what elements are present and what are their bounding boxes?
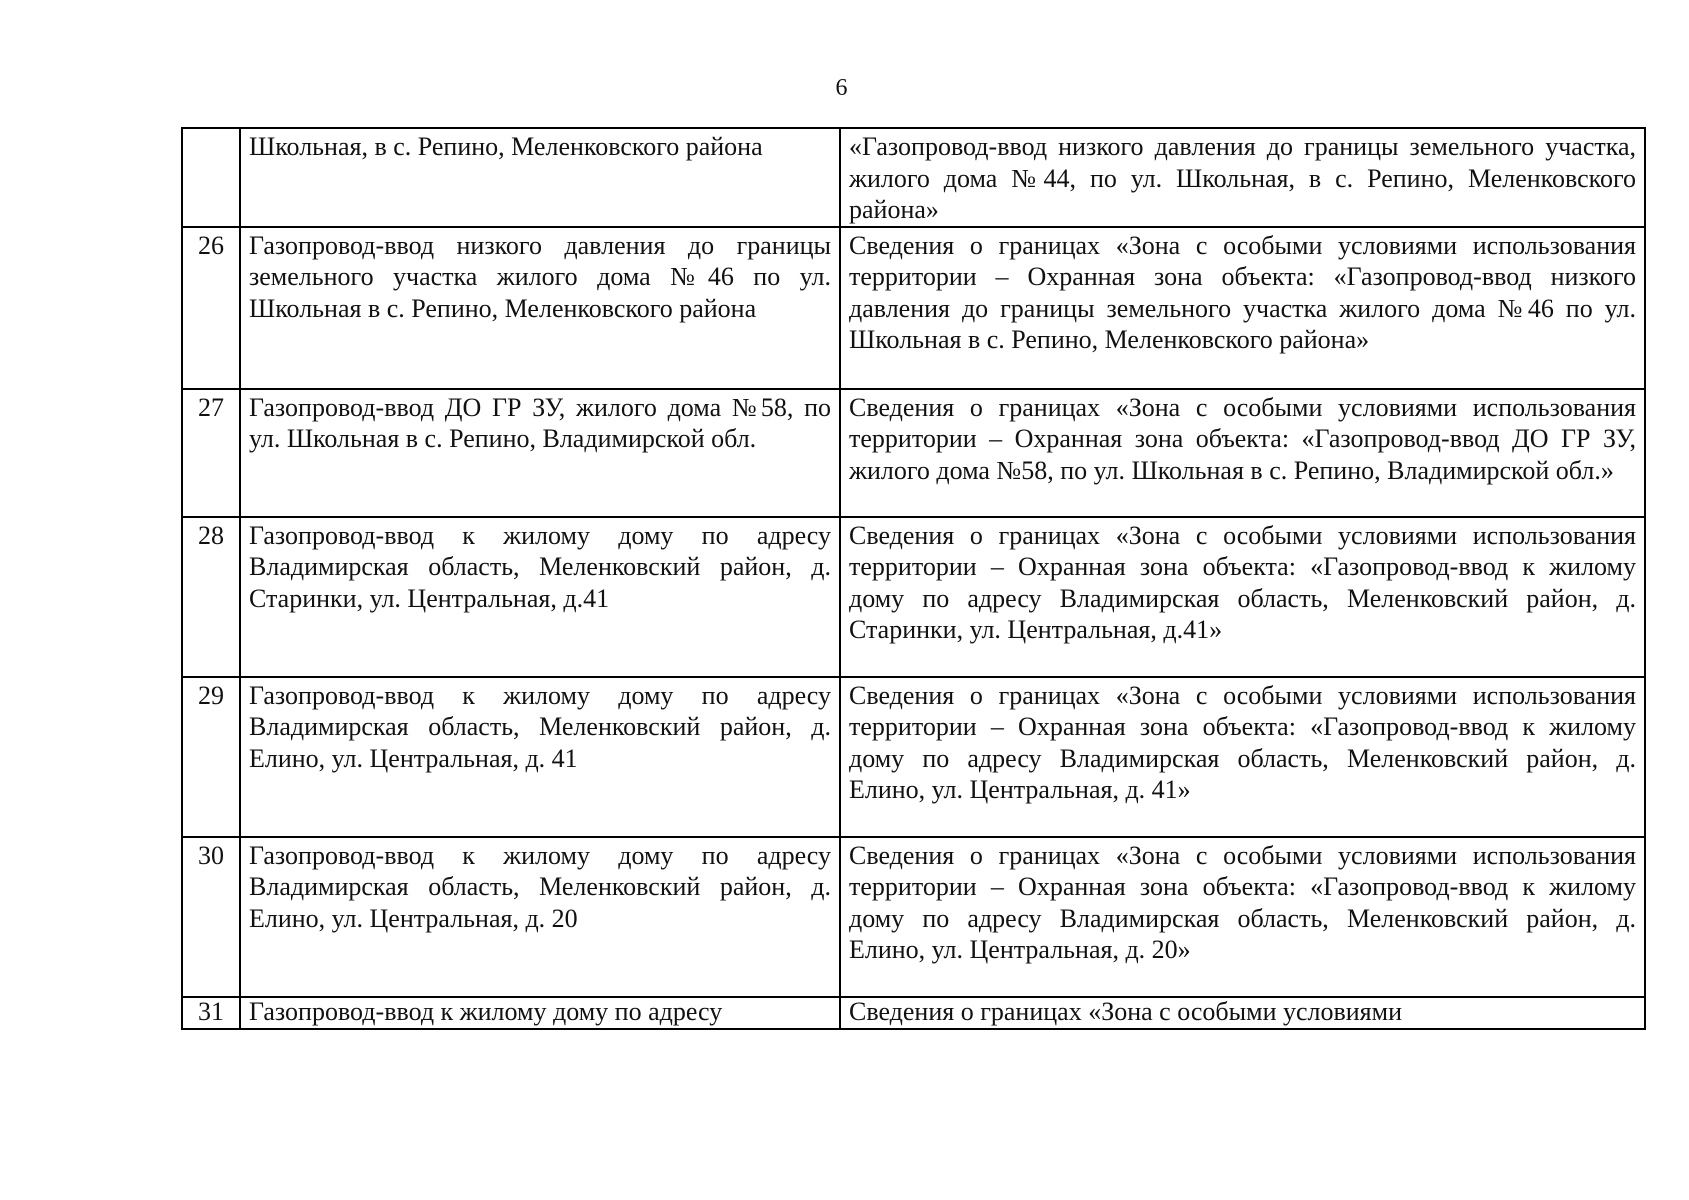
boundary-info-cell: Сведения о границах «Зона с особыми условиями использования территории – Охранная зона объекта: «Газопровод-ввод к жилому дому по адресу Владимирская область, Меленковский район, д. Елино, ул. Центральная, д. 20» [840,837,1645,997]
object-name-cell: Школьная, в с. Репино, Меленковского района [240,128,840,227]
table-row [182,389,1645,517]
boundary-info-cell: Сведения о границах «Зона с особыми условиями [840,997,1645,1029]
table-row [182,837,1645,997]
row-number-cell: 31 [182,997,240,1029]
objects-table [181,127,1646,1030]
boundary-info-cell: «Газопровод-ввод низкого давления до границы земельного участка, жилого дома №44, по ул. Школьная, в с. Репино, Меленковского района» [840,128,1645,227]
object-name-cell: Газопровод-ввод к жилому дому по адресу Владимирская область, Меленковский район, д. Елино, ул. Центральная, д. 20 [240,837,840,997]
table-row [182,128,1645,227]
row-number-cell: 26 [182,227,240,389]
row-number-cell: 28 [182,517,240,677]
table-row [182,227,1645,389]
row-number-cell: 27 [182,389,240,517]
object-name-cell: Газопровод-ввод ДО ГР ЗУ, жилого дома №58, по ул. Школьная в с. Репино, Владимирской обл. [240,389,840,517]
boundary-info-cell: Сведения о границах «Зона с особыми условиями использования территории – Охранная зона объекта: «Газопровод-ввод к жилому дому по адресу Владимирская область, Меленковский район, д. Елино, ул. Центральная, д. 41» [840,677,1645,837]
table-row [182,677,1645,837]
table-row [182,517,1645,677]
row-number-cell: 30 [182,837,240,997]
object-name-cell: Газопровод-ввод к жилому дому по адресу [240,997,840,1029]
object-name-cell: Газопровод-ввод к жилому дому по адресу Владимирская область, Меленковский район, д. Старинки, ул. Центральная, д.41 [240,517,840,677]
boundary-info-cell: Сведения о границах «Зона с особыми условиями использования территории – Охранная зона объекта: «Газопровод-ввод низкого давления до границы земельного участка жилого дома №46 по ул. Школьная в с. Репино, Меленковского района» [840,227,1645,389]
boundary-info-cell: Сведения о границах «Зона с особыми условиями использования территории – Охранная зона объекта: «Газопровод-ввод ДО ГР ЗУ, жилого дома №58, по ул. Школьная в с. Репино, Владимирской обл.» [840,389,1645,517]
row-number-cell [182,128,240,227]
page-number: 6 [835,75,848,101]
table-row [182,997,1645,1029]
boundary-info-cell: Сведения о границах «Зона с особыми условиями использования территории – Охранная зона объекта: «Газопровод-ввод к жилому дому по адресу Владимирская область, Меленковский район, д. Старинки, ул. Центральная, д.41» [840,517,1645,677]
object-name-cell: Газопровод-ввод низкого давления до границы земельного участка жилого дома №46 по ул. Школьная в с. Репино, Меленковского района [240,227,840,389]
row-number-cell: 29 [182,677,240,837]
object-name-cell: Газопровод-ввод к жилому дому по адресу Владимирская область, Меленковский район, д. Елино, ул. Центральная, д. 41 [240,677,840,837]
